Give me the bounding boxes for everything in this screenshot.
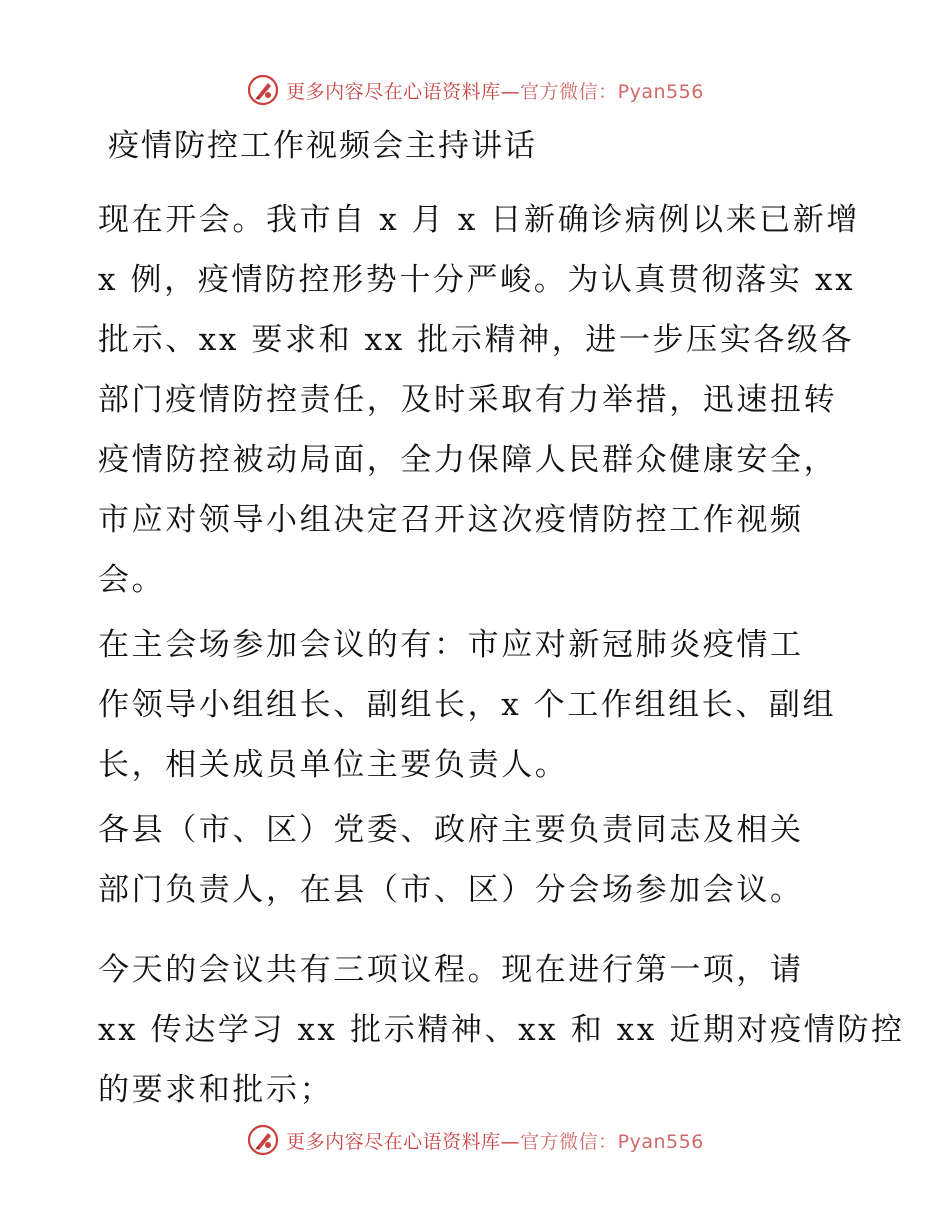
watermark-tail: 官方微信：Pyan556: [520, 80, 704, 103]
paragraph-line: 市应对领导小组决定召开这次疫情防控工作视频: [98, 502, 804, 538]
watermark-tail: 官方微信：Pyan556: [520, 1130, 704, 1153]
header-watermark: [0, 70, 950, 110]
quill-pen-logo-icon: [246, 1123, 280, 1157]
paragraph-line: 的要求和批示；: [98, 1072, 334, 1108]
watermark-text: [286, 77, 704, 104]
paragraph-opening: [98, 190, 868, 610]
paragraph-line: 今天的会议共有三项议程。现在进行第一项，请: [98, 952, 804, 988]
watermark-text: [286, 1127, 704, 1154]
paragraph-line: 在主会场参加会议的有：市应对新冠肺炎疫情工: [98, 627, 804, 663]
paragraph-line: 部门疫情防控责任，及时采取有力举措，迅速扭转: [98, 382, 838, 418]
paragraph-branch-venues: [98, 800, 868, 920]
watermark-separator: —: [500, 80, 521, 103]
paragraph-main-venue: [98, 615, 868, 795]
watermark-main: 更多内容尽在心语资料库: [286, 1130, 501, 1153]
paragraph-line: x 例，疫情防控形势十分严峻。为认真贯彻落实 xx: [98, 262, 856, 298]
paragraph-line: 各县（市、区）党委、政府主要负责同志及相关: [98, 812, 804, 848]
watermark-separator: —: [500, 1130, 521, 1153]
paragraph-line: 作领导小组组长、副组长，x 个工作组组长、副组: [98, 687, 837, 723]
quill-pen-logo-icon: [246, 73, 280, 107]
paragraph-line: 现在开会。我市自 x 月 x 日新确诊病例以来已新增: [98, 202, 860, 238]
document-title: 疫情防控工作视频会主持讲话: [108, 128, 537, 164]
paragraph-line: 疫情防控被动局面，全力保障人民群众健康安全，: [98, 442, 838, 478]
paragraph-line: 长，相关成员单位主要负责人。: [98, 747, 569, 783]
paragraph-agenda: [98, 940, 905, 1120]
paragraph-line: 部门负责人，在县（市、区）分会场参加会议。: [98, 872, 804, 908]
paragraph-line: xx 传达学习 xx 批示精神、xx 和 xx 近期对疫情防控: [98, 1012, 905, 1048]
watermark-main: 更多内容尽在心语资料库: [286, 80, 501, 103]
paragraph-line: 会。: [98, 562, 166, 598]
footer-watermark: [0, 1120, 950, 1160]
paragraph-line: 批示、xx 要求和 xx 批示精神，进一步压实各级各: [98, 322, 855, 358]
